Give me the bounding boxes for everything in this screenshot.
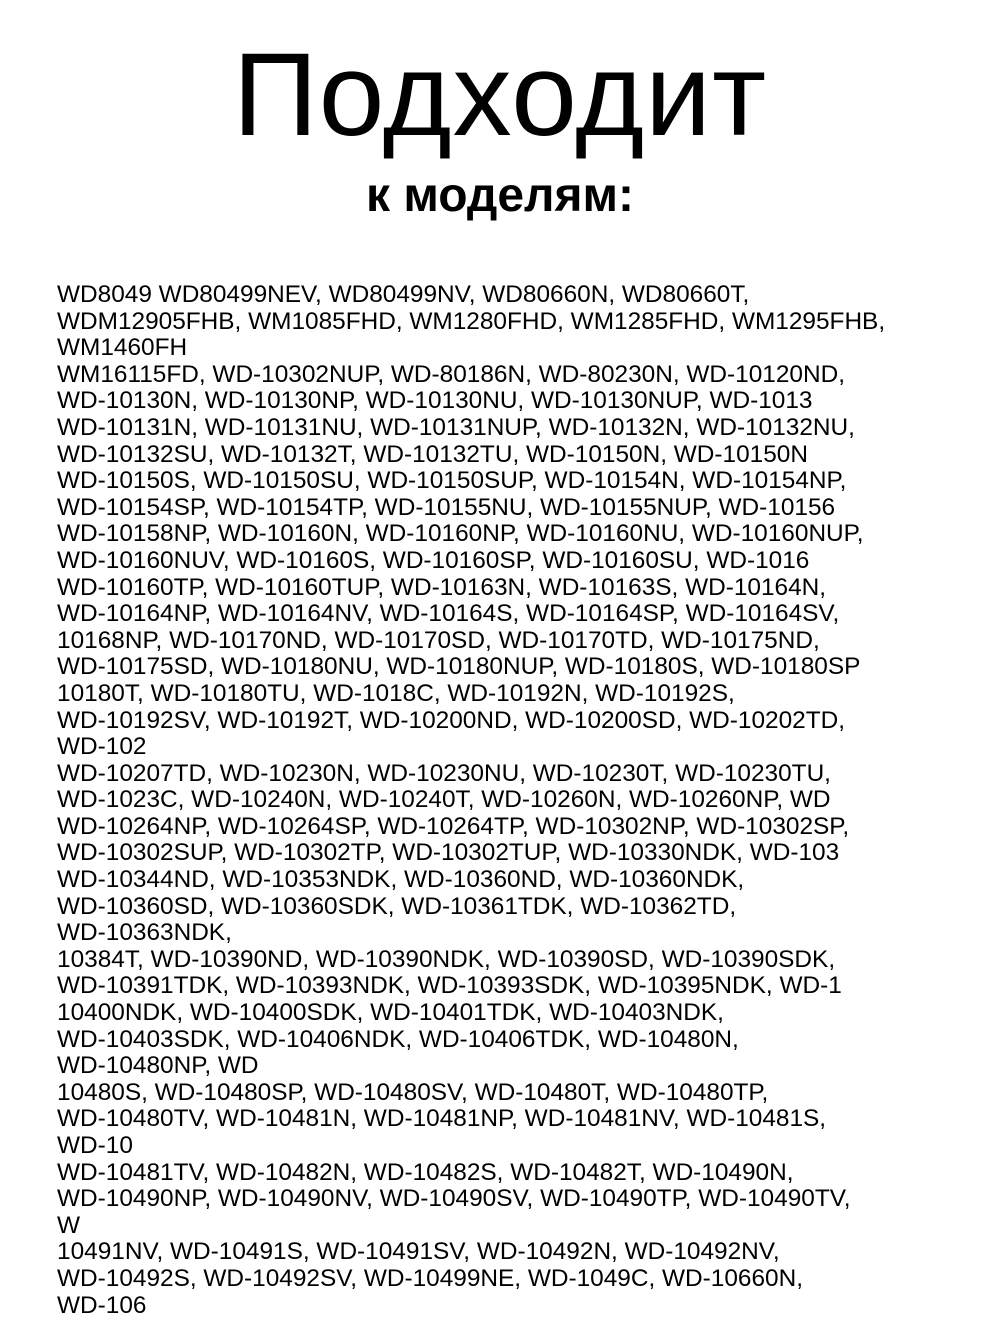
model-list-line: WD-10363NDK,	[57, 920, 232, 947]
model-list-line: WM1460FH	[57, 335, 188, 362]
model-list-line: WD-10492S, WD-10492SV, WD-10499NE, WD-1049C, WD-10660N,	[57, 1265, 804, 1292]
model-list-line: WD-10130N, WD-10130NP, WD-10130NU, WD-10130NUP, WD-1013	[57, 388, 813, 415]
model-list-line: WD-10	[57, 1133, 133, 1159]
model-list-line: WD-102	[57, 734, 147, 761]
model-list-line: WD-10192SV, WD-10192T, WD-10200ND, WD-10200SD, WD-10202TD,	[57, 707, 846, 734]
model-list-line: WD-106	[57, 1292, 147, 1319]
model-list-line: 10180T, WD-10180TU, WD-1018C, WD-10192N, WD-10192S,	[57, 680, 735, 707]
model-list-line: WD-10150S, WD-10150SU, WD-10150SUP, WD-10154N, WD-10154NP,	[57, 468, 847, 495]
model-list-line: 10480S, WD-10480SP, WD-10480SV, WD-10480T, WD-10480TP,	[57, 1079, 769, 1106]
model-list-line: WD-10158NP, WD-10160N, WD-10160NP, WD-10160NU, WD-10160NUP,	[57, 521, 864, 548]
model-list-line: WD-10175SD, WD-10180NU, WD-10180NUP, WD-10180S, WD-10180SP	[57, 654, 861, 681]
model-list-line: WD-10302SUP, WD-10302TP, WD-10302TUP, WD-10330NDK, WD-103	[57, 840, 840, 867]
model-list-line: WD-10160NUV, WD-10160S, WD-10160SP, WD-10160SU, WD-1016	[57, 547, 810, 574]
model-list-line: WD-10360SD, WD-10360SDK, WD-10361TDK, WD-10362TD,	[57, 893, 737, 920]
model-list-line: 10491NV, WD-10491S, WD-10491SV, WD-10492N, WD-10492NV,	[57, 1239, 780, 1266]
model-list-line: WD-10164NP, WD-10164NV, WD-10164S, WD-10164SP, WD-10164SV,	[57, 601, 840, 628]
model-list-line: WD-10154SP, WD-10154TP, WD-10155NU, WD-10155NUP, WD-10156	[57, 494, 836, 521]
model-list-line: WD-10480TV, WD-10481N, WD-10481NP, WD-10481NV, WD-10481S,	[57, 1106, 827, 1133]
model-list-line: WD-10264NP, WD-10264SP, WD-10264TP, WD-10302NP, WD-10302SP,	[57, 813, 850, 840]
model-list-line: WD-10481TV, WD-10482N, WD-10482S, WD-10482T, WD-10490N,	[57, 1159, 794, 1186]
model-list-line: WM16115FD, WD-10302NUP, WD-80186N, WD-80230N, WD-10120ND,	[57, 361, 845, 388]
model-list-line: WDM12905FHB, WM1085FHD, WM1280FHD, WM1285FHD, WM1295FHB,	[57, 308, 886, 335]
compatible-models-list	[57, 282, 997, 1319]
model-list-line: WD-1023C, WD-10240N, WD-10240T, WD-10260N, WD-10260NP, WD	[57, 787, 831, 814]
model-list-line: WD-10480NP, WD	[57, 1053, 259, 1080]
model-list-line: WD-10132SU, WD-10132T, WD-10132TU, WD-10150N, WD-10150N	[57, 441, 808, 468]
model-list-line: WD-10131N, WD-10131NU, WD-10131NUP, WD-10132N, WD-10132NU,	[57, 414, 855, 441]
model-list-line: 10384T, WD-10390ND, WD-10390NDK, WD-10390SD, WD-10390SDK,	[57, 946, 836, 973]
model-list-line: WD8049 WD80499NEV, WD80499NV, WD80660N, WD80660T,	[57, 282, 750, 308]
model-list-line: 10168NP, WD-10170ND, WD-10170SD, WD-10170TD, WD-10175ND,	[57, 627, 820, 654]
page-subtitle: к моделям:	[365, 169, 635, 222]
page-title: Подходит	[232, 29, 768, 161]
model-list-line: WD-10160TP, WD-10160TUP, WD-10163N, WD-10163S, WD-10164N,	[57, 574, 827, 601]
model-list-line: WD-10391TDK, WD-10393NDK, WD-10393SDK, WD-10395NDK, WD-1	[57, 973, 842, 1000]
model-list-line: WD-10344ND, WD-10353NDK, WD-10360ND, WD-10360NDK,	[57, 867, 745, 894]
model-list-line: 10400NDK, WD-10400SDK, WD-10401TDK, WD-10403NDK,	[57, 1000, 724, 1027]
model-list-line: WD-10403SDK, WD-10406NDK, WD-10406TDK, WD-10480N,	[57, 1026, 739, 1053]
model-list-line: WD-10207TD, WD-10230N, WD-10230NU, WD-10230T, WD-10230TU,	[57, 760, 831, 787]
model-list-line: W	[57, 1212, 81, 1239]
model-list-line: WD-10490NP, WD-10490NV, WD-10490SV, WD-10490TP, WD-10490TV,	[57, 1186, 851, 1213]
